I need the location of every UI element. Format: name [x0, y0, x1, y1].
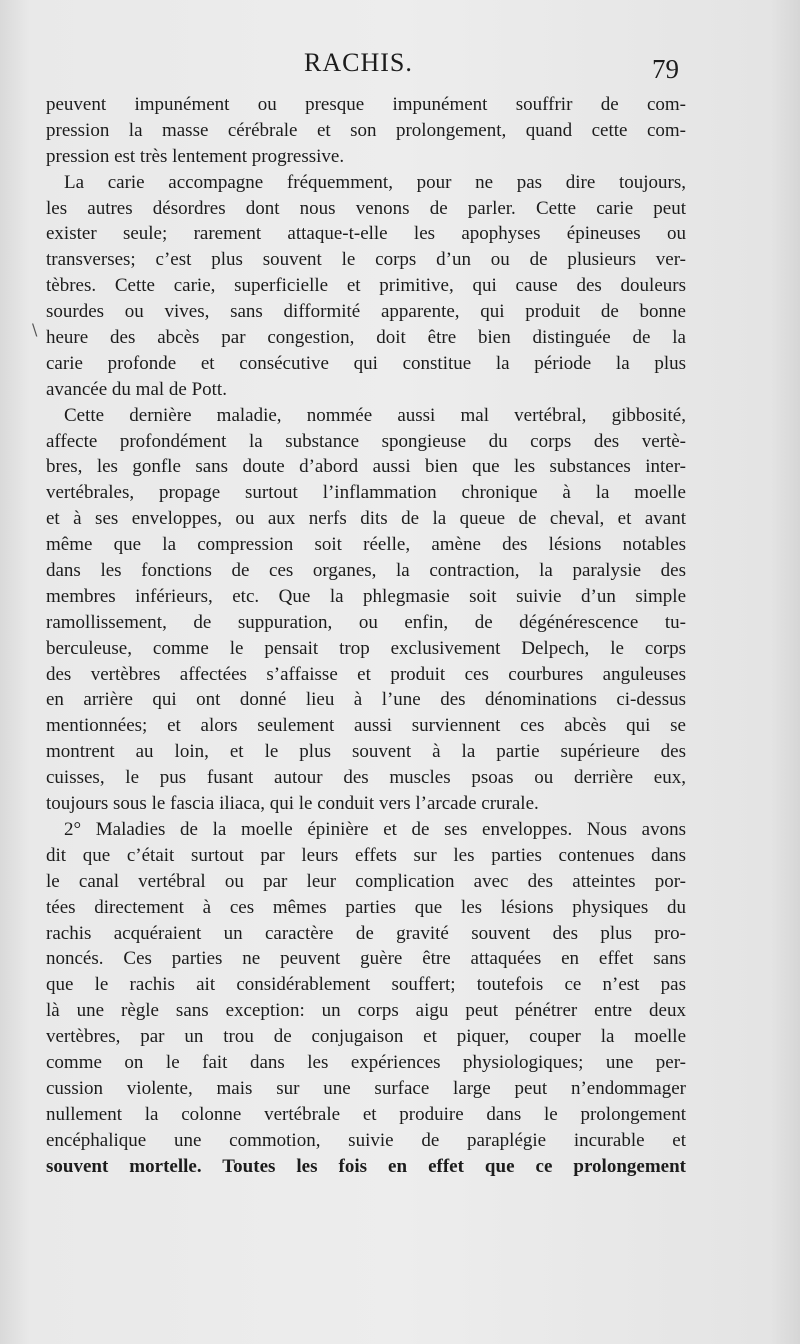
text-line: Cette dernière maladie, nommée aussi mal vertébral, gibbosité,	[64, 404, 686, 426]
text-line: La carie accompagne fréquemment, pour ne pas dire toujours,	[64, 171, 686, 193]
text-line: bres, les gonfle sans doute d’abord aussi bien que les substances inter-	[46, 456, 686, 478]
text-line: pression la masse cérébrale et son prolongement, quand cette com-	[46, 119, 686, 141]
running-head	[0, 44, 800, 84]
text-line: des vertèbres affectées s’affaisse et produit ces courbures anguleuses	[46, 663, 686, 685]
text-line: affecte profondément la substance spongieuse du corps des vertè-	[46, 430, 686, 452]
text-line: cuisses, le pus fusant autour des muscles psoas ou derrière eux,	[46, 767, 686, 789]
page-number: 79	[652, 54, 679, 84]
text-line: carie profonde et consécutive qui constitue la période la plus	[46, 352, 686, 374]
text-line: encéphalique une commotion, suivie de paraplégie incurable et	[46, 1129, 686, 1151]
text-line: tées directement à ces mêmes parties que les lésions physiques du	[46, 896, 686, 918]
text-line: avancée du mal de Pott.	[46, 378, 227, 400]
text-line: ramollissement, de suppuration, ou enfin, de dégénérescence tu-	[46, 611, 686, 633]
text-line: 2° Maladies de la moelle épinière et de ses enveloppes. Nous avons	[64, 818, 686, 840]
text-line: mentionnées; et alors seulement aussi surviennent ces abcès qui se	[46, 715, 686, 737]
text-line: même que la compression soit réelle, amène des lésions notables	[46, 534, 686, 556]
text-line: et à ses enveloppes, ou aux nerfs dits de la queue de cheval, et avant	[46, 508, 686, 530]
text-line: tèbres. Cette carie, superficielle et primitive, qui cause des douleurs	[46, 275, 686, 297]
running-title: RACHIS.	[304, 48, 413, 77]
text-line: souvent mortelle. Toutes les fois en effet que ce prolongement	[46, 1155, 686, 1177]
text-line: montrent au loin, et le plus souvent à la partie supérieure des	[46, 741, 686, 763]
text-line: noncés. Ces parties ne peuvent guère être attaquées en effet sans	[46, 948, 686, 970]
text-line: pression est très lentement progressive.	[46, 145, 345, 167]
text-line: nullement la colonne vertébrale et produire dans le prolongement	[46, 1103, 686, 1125]
text-line: là une règle sans exception: un corps aigu peut pénétrer entre deux	[46, 1000, 686, 1022]
text-line: heure des abcès par congestion, doit être bien distinguée de la	[46, 327, 686, 349]
text-line: toujours sous le fascia iliaca, qui le conduit vers l’arcade crurale.	[46, 793, 539, 815]
margin-mark: \	[32, 320, 38, 339]
text-line: vertébrales, propage surtout l’inflammation chronique à la moelle	[46, 482, 686, 504]
text-line: membres inférieurs, etc. Que la phlegmasie soit suivie d’un simple	[46, 585, 686, 607]
text-line: dans les fonctions de ces organes, la contraction, la paralysie des	[46, 560, 686, 582]
text-line: rachis acquéraient un caractère de gravité souvent des plus pro-	[46, 922, 686, 944]
text-line: en arrière qui ont donné lieu à l’une des dénominations ci-dessus	[46, 689, 686, 711]
text-line: comme on le fait dans les expériences physiologiques; une per-	[46, 1051, 686, 1073]
text-line: les autres désordres dont nous venons de parler. Cette carie peut	[46, 197, 686, 219]
text-line: exister seule; rarement attaque-t-elle les apophyses épineuses ou	[46, 223, 686, 245]
text-line: que le rachis ait considérablement souffert; toutefois ce n’est pas	[46, 974, 686, 996]
text-line: cussion violente, mais sur une surface large peut n’endommager	[46, 1077, 686, 1099]
body-text	[46, 92, 686, 1179]
text-line: sourdes ou vives, sans difformité apparente, qui produit de bonne	[46, 301, 686, 323]
text-line: transverses; c’est plus souvent le corps d’un ou de plusieurs ver-	[46, 249, 686, 271]
text-line: berculeuse, comme le pensait trop exclusivement Delpech, le corps	[46, 637, 686, 659]
text-line: le canal vertébral ou par leur complication avec des atteintes por-	[46, 870, 686, 892]
text-line: dit que c’était surtout par leurs effets sur les parties contenues dans	[46, 844, 686, 866]
text-line: vertèbres, par un trou de conjugaison et piquer, couper la moelle	[46, 1026, 686, 1048]
text-line: peuvent impunément ou presque impunément souffrir de com-	[46, 94, 686, 115]
